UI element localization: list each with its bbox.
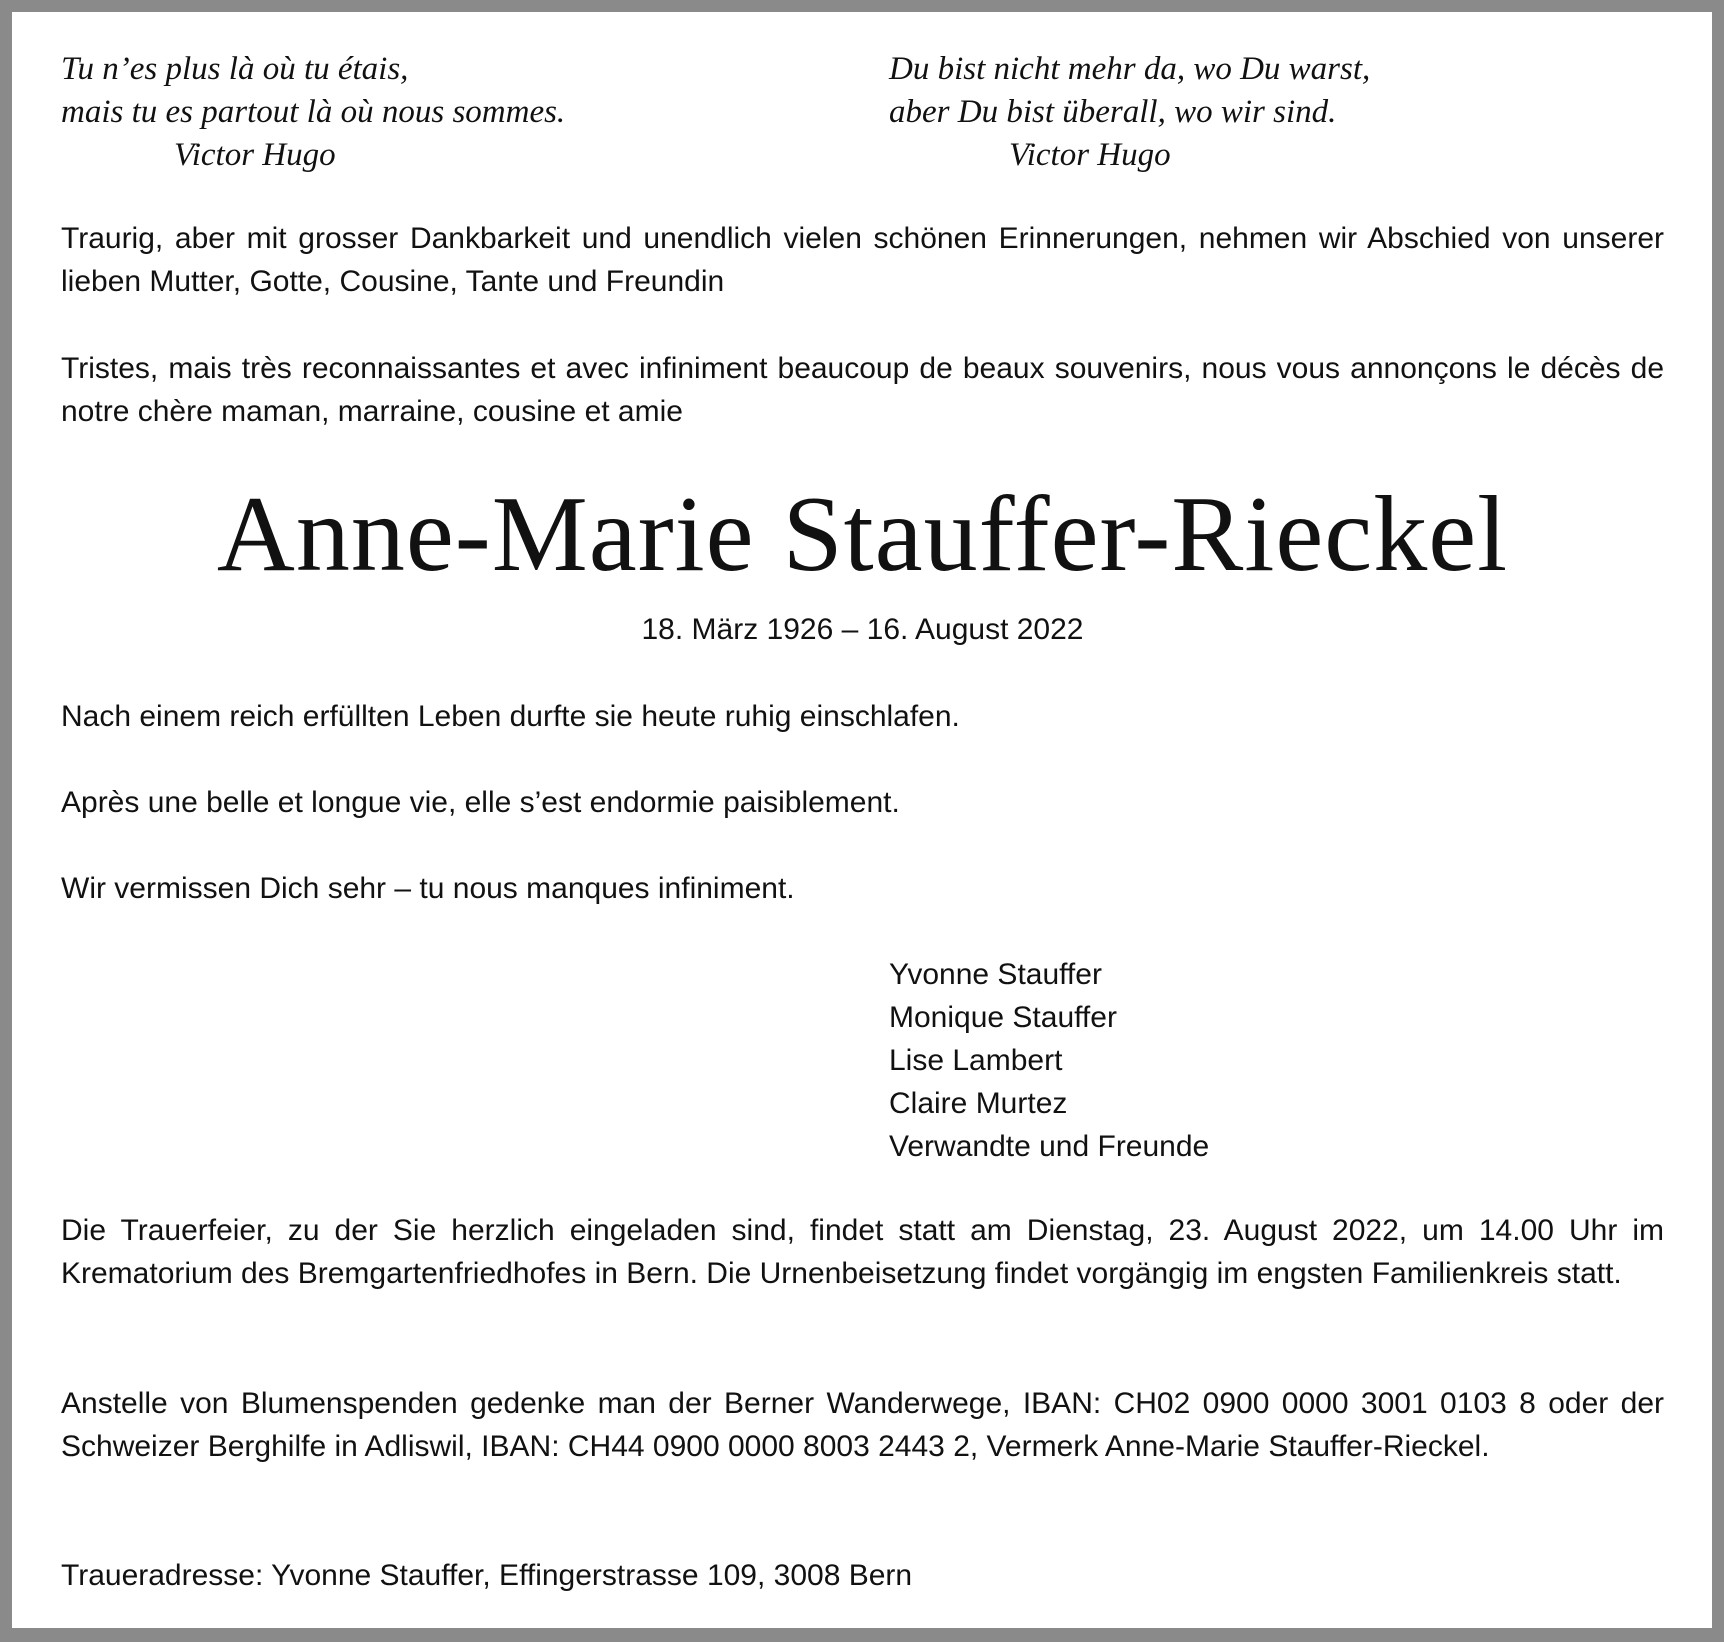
- signer-name: Claire Murtez: [889, 1087, 1068, 1120]
- signer-name: Verwandte und Freunde: [889, 1130, 1210, 1163]
- signer-name: Lise Lambert: [889, 1044, 1063, 1077]
- message-french: Après une belle et longue vie, elle s’est endormie paisiblement.: [61, 786, 900, 819]
- quotes-block: [61, 48, 1664, 188]
- quote-german: [889, 48, 1370, 177]
- signer-name: Yvonne Stauffer: [889, 958, 1102, 991]
- message-bilingual: Wir vermissen Dich sehr – tu nous manques infiniment.: [61, 872, 795, 905]
- quote-german-line2: aber Du bist überall, wo wir sind.: [889, 94, 1337, 130]
- message-german: Nach einem reich erfüllten Leben durfte sie heute ruhig einschlafen.: [61, 700, 960, 733]
- deceased-name: Anne-Marie Stauffer-Rieckel: [216, 475, 1509, 594]
- quote-french-line1: Tu n’es plus là où tu étais,: [61, 51, 409, 87]
- signer-name: Monique Stauffer: [889, 1001, 1117, 1034]
- quote-french: [61, 48, 565, 177]
- obituary-notice: [12, 12, 1712, 1628]
- intro-french: Tristes, mais très reconnaissantes et avec infiniment beaucoup de beaux souvenirs, nous vous annonçons le décès de notre chère maman, marraine, cousine et amie: [61, 352, 1664, 428]
- donation-info: Anstelle von Blumenspenden gedenke man der Berner Wanderwege, IBAN: CH02 0900 0000 3001 0103 8 oder der Schweizer Berghilfe in Adliswil, IBAN: CH44 0900 0000 8003 2443 2, Vermerk Anne-Marie Stauffer-Rieckel.: [61, 1387, 1664, 1463]
- quote-french-line2: mais tu es partout là où nous sommes.: [61, 94, 566, 130]
- mourning-address: Traueradresse: Yvonne Stauffer, Effingerstrasse 109, 3008 Bern: [61, 1559, 913, 1592]
- intro-german: Traurig, aber mit grosser Dankbarkeit und unendlich vielen schönen Erinnerungen, nehmen wir Abschied von unserer lieben Mutter, Gotte, Cousine, Tante und Freundin: [61, 222, 1664, 298]
- life-dates: 18. März 1926 – 16. August 2022: [641, 613, 1084, 646]
- quote-german-line1: Du bist nicht mehr da, wo Du warst,: [889, 51, 1371, 87]
- signers-list: [889, 953, 1209, 1168]
- quote-german-author: Victor Hugo: [1009, 137, 1171, 173]
- ceremony-info: Die Trauerfeier, zu der Sie herzlich eingeladen sind, findet statt am Dienstag, 23. August 2022, um 14.00 Uhr im Krematorium des Bremgartenfriedhofes in Bern. Die Urnenbeisetzung findet vorgängig im engsten Familienkreis statt.: [61, 1214, 1664, 1290]
- quote-french-author: Victor Hugo: [174, 137, 336, 173]
